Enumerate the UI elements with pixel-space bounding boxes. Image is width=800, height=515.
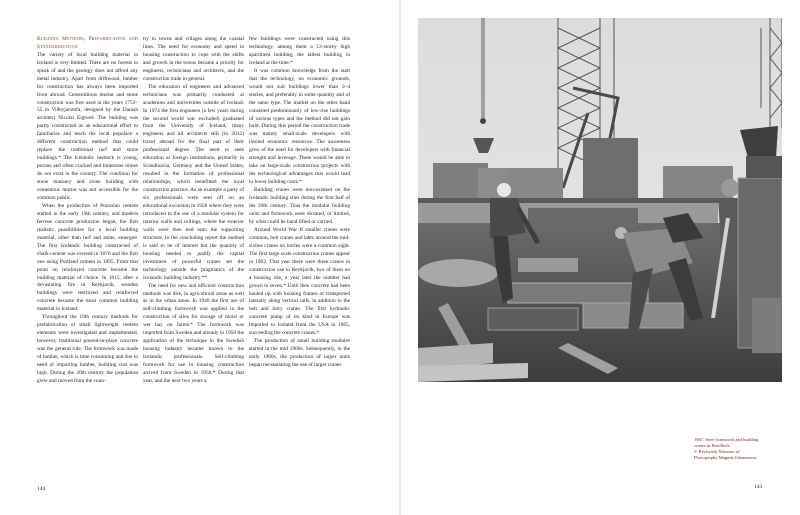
photo-caption [694,437,780,461]
text-column-1 [37,36,138,386]
paragraph: Around World War II smaller cranes were common, belt cranes and later, around the mid-sixties cranes on lorries were a common sight. The first large scale construction cranes appear in 1962. That year there were three cranes in construction use in Reykjavík, two of them on a housing site, a year later the number had grown to seven.* Until then concrete had been hauled up with hoisting frames or transported laterally along vertical rails, in addition to the belt and lorry cranes. The first hydraulic concrete pump of its kind in Europe was imported to Iceland from the USA in 1965, succeeding the concrete cranes.* [249,226,350,337]
page-number-left: 144 [37,486,46,492]
caption-line: 1967. Steel formwork and building [694,437,759,442]
photo-illustration [418,18,782,382]
paragraph: try to towns and villages along the coastal lines. The need for economy and speed in housing construction to cope with the shifts and growth in the towns became a priority for engineers, technicians and architects, and the construction trade in general. [143,36,244,82]
paragraph: Throughout the 19th century methods for prefabrication of small lightweight cement elements were investigated and implemented, however, traditional poured-in-place concrete was the general rule. The formwork was made of lumber, which is time consuming and due to need of importing lumber, building cost was high. During the 20th century the population grew and moved from the coun- [37,314,138,384]
text-column-3 [249,36,350,370]
caption-line: © Reykjavík Museum of [694,448,740,454]
paragraph: Building cranes were non-existent on the Icelandic building sites during the first half of the 20th century. Thus the modular building units and formwork were dictated, or limited, by what could be hand lifted or carried. [249,187,350,225]
paragraph: The need for new and efficient construction methods was dire, in agricultural areas as well as in the urban areas. In 1940 the first use of self-climbing formwork was applied in the construction of silos for storage of moist or wet hay on farms.* The formwork was imported from Sweden and already in 1950 the application of the technique in the Swedish housing industry became known to the Icelandic professionals. Self-climbing formwork for use in housing construction arrived from Sweden in 1956.* During that year, and the next two years a [143,282,244,384]
paragraph: The production of small building modules started in the mid 1960s. Subsequently, in the early 1960s, the production of larger units began necessitating the use of larger cranes [249,338,350,369]
paragraph: few buildings were constructed using this technology, among them a 12-storey high apartment building, the tallest building in Iceland at the time.* [249,36,350,66]
paragraph: The variety of local building material in Iceland is very limited. There are no forests to speak of and the geology does not afford any metal industry. Apart from driftwood, lumber for construction has always been imported from abroad. Cementitious mortar and stone construction was first used in the years 1753–55 in Viðeyjarstofa, designed by the Danish architect Nicolai Eigtved. The building was partly constructed as an educational effort to familiarise and teach the local populace a different construction method that could replace the traditional turf and stone buildings.* The Icelandic bedrock is young, porous and often cracked and limestone mines do not exist in the country. The condition for stone masonry and stone building with cementous mortar was not accessible for the common public. [37,51,138,201]
text-column-2 [143,36,244,386]
paragraph: The education of engineers and advanced technicians was primarily conducted at academies and universities outside of Iceland. In 1974 the first engineers (a few years during the second world war excluded) graduated from the University of Iceland, many engineers and all architects still (in 2012) travel abroad for the final part of their professional degree. The need to seek education at foreign institutions, primarily in Scandinavia, Germany and the United States, resulted in the formation of professional relationships, which benefitted the local construction practice. As an example a party of six professionals were sent off on an educational excursion in 1958 where they were introduced to the use of a modular system for interior walls and ceilings, where the exterior walls were then tied onto the supporting structure. In the concluding report the method is said to be of interest but the quantity of housing needed to justify the capital investment of powerful cranes set the technology outside the pragmatics of the Icelandic building industry.** [143,83,244,281]
paragraph: When the production of Pozzolan cement started in the early 19th century, and modern ferrous concrete production began, the first realistic possibilities for a local building material, other than turf and stone, emerged. The first Icelandic building constructed of chalk-cement was erected in 1876 and the first one using Portland cement in 1895. From that point on reinforced concrete became the building material of choice. In 1915, after a devastating fire in Reykjavík, wooden buildings were restricted and reinforced concrete became the most common building material in Iceland. [37,202,138,313]
section-heading: Building Methods, Prefabrication and Standardization [37,36,138,50]
page-gutter [399,0,401,515]
construction-site-photo [418,18,782,382]
paragraph: It was common knowledge from the start that the technology, on economic grounds, would not suit buildings lower than 3–4 stories, and preferably in some quantity and of the same type. The market on the other hand consisted predominantly of low-rise buildings of various types and the method did not gain hold. During this period the construction trade was mainly small-scale developers with limited economic resources. The awareness grew of the need for developers with financial strength and leverage. These would be able to take on large-scale construction projects with the technological advantages that would lead to lower building costs.* [249,67,350,186]
caption-line: cranes in Breiðholt. [694,442,731,448]
caption-line: Photography/Magnús Jóhannsson. [694,454,758,460]
page-number-right: 143 [754,484,763,490]
